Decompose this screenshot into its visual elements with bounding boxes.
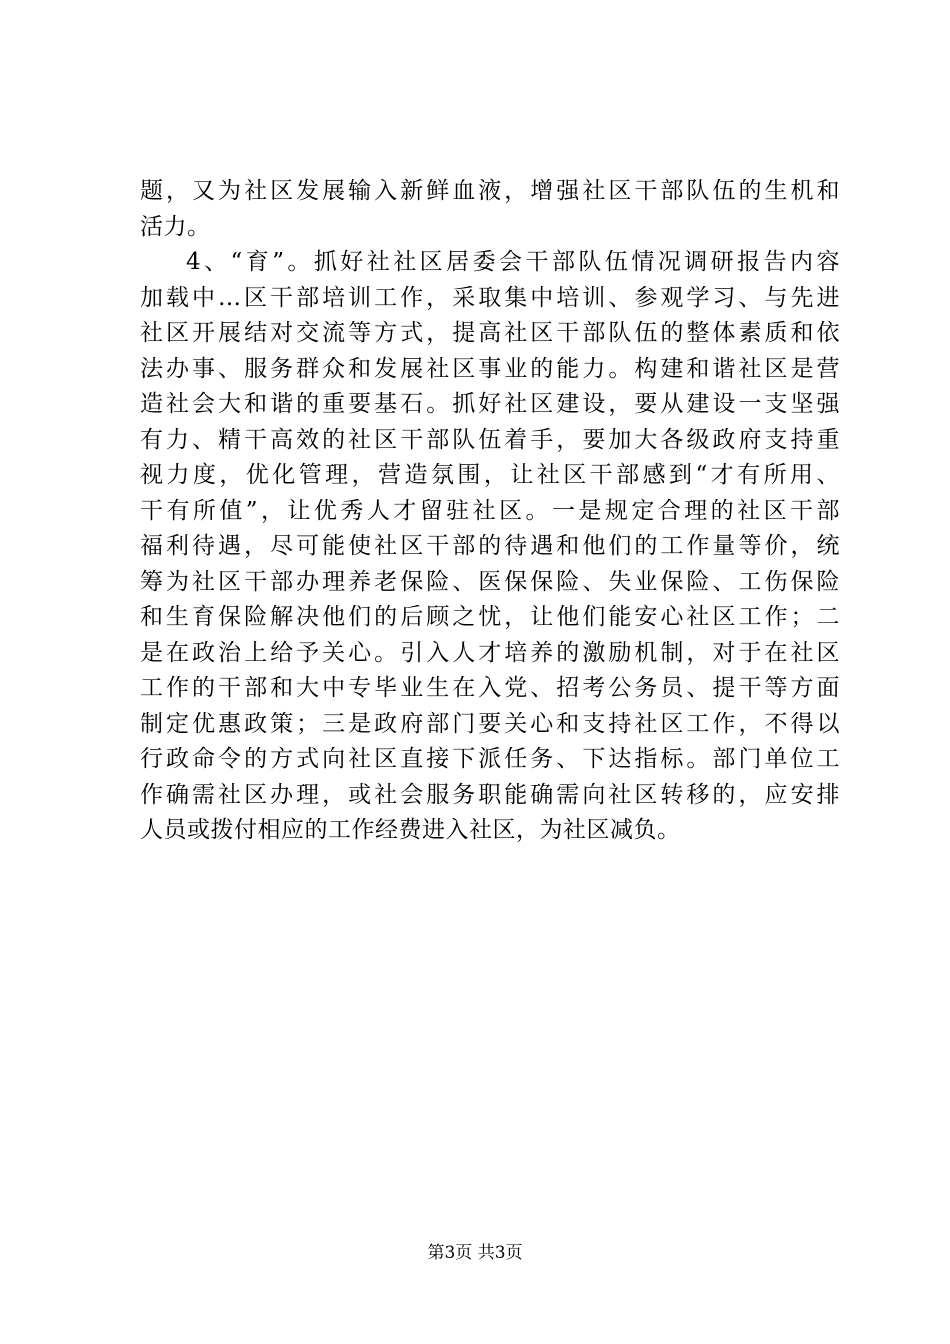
text-line: 筹为社区干部办理养老保险、医保保险、失业保险、工伤保险 [140,568,840,595]
text-line: 题，又为社区发展输入新鲜血液，增强社区干部队伍的生机和 [140,178,840,204]
text-line: 有力、精干高效的社区干部队伍着手，要加大各级政府支持重 [140,426,840,453]
text-line: 福利待遇，尽可能使社区干部的待遇和他们的工作量等价，统 [140,533,840,559]
text-line: 干有所值”，让优秀人才留驻社区。一是规定合理的社区干部 [140,497,840,524]
text-line: 法办事、服务群众和发展社区事业的能力。构建和谐社区是营 [140,355,840,382]
page-footer [0,1241,950,1265]
text-line: 造社会大和谐的重要基石。抓好社区建设，要从建设一支坚强 [140,391,840,417]
text-line: 作确需社区办理，或社会服务职能确需向社区转移的，应安排 [140,781,840,808]
text-line: 制定优惠政策；三是政府部门要关心和支持社区工作，不得以 [140,710,840,737]
text-line: 社区开展结对交流等方式，提高社区干部队伍的整体素质和依 [140,320,840,346]
text-line: 4、“育”。抓好社社区居委会干部队伍情况调研报告内容 [186,249,840,275]
page-number: 第3页 共3页 [427,1243,523,1263]
text-line: 视力度，优化管理，营造氛围，让社区干部感到“才有所用、 [140,462,840,488]
body-text [140,174,840,849]
text-line: 和生育保险解决他们的后顾之忧，让他们能安心社区工作；二 [140,604,840,630]
text-line: 行政命令的方式向社区直接下派任务、下达指标。部门单位工 [140,746,840,772]
text-line: 人员或拨付相应的工作经费进入社区，为社区减负。 [140,817,681,843]
text-line: 是在政治上给予关心。引入人才培养的激励机制，对于在社区 [140,639,840,666]
text-line: 活力。 [140,213,211,240]
text-line: 工作的干部和大中专毕业生在入党、招考公务员、提干等方面 [140,675,840,701]
text-line: 加载中...区干部培训工作，采取集中培训、参观学习、与先进 [140,284,840,311]
